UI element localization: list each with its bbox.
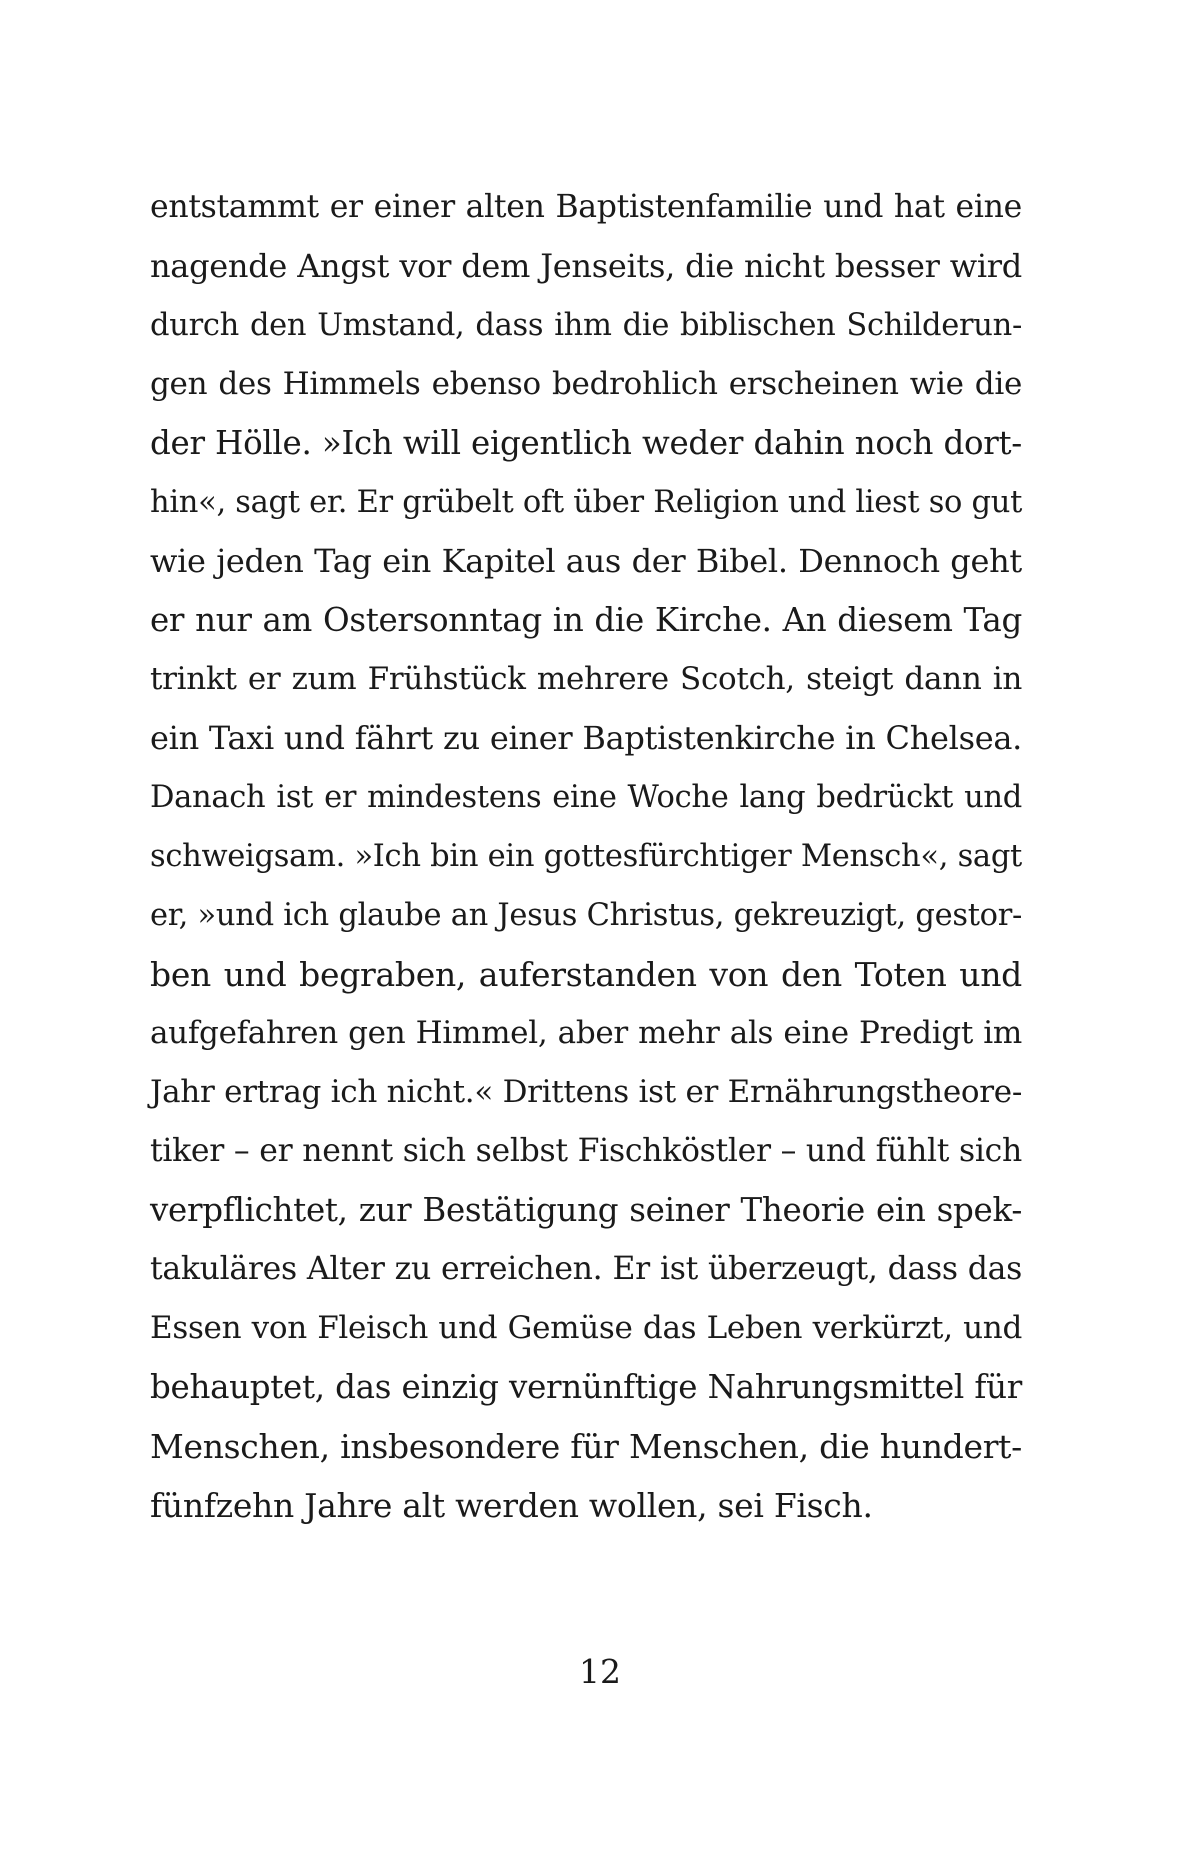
text-line: ein Taxi und fährt zu einer Baptistenkirche in Chelsea. bbox=[150, 719, 1022, 757]
text-line: Jahr ertrag ich nicht.« Drittens ist er Ernährungstheore- bbox=[150, 1074, 1022, 1110]
text-line: schweigsam. »Ich bin ein gottesfürchtiger Mensch«, sagt bbox=[150, 839, 1022, 874]
text-line: durch den Umstand, dass ihm die biblischen Schilderun- bbox=[150, 308, 1022, 343]
text-line: hin«, sagt er. Er grübelt oft über Religion und liest so gut bbox=[150, 485, 1023, 520]
text-line: wie jeden Tag ein Kapitel aus der Bibel. Dennoch geht bbox=[150, 542, 1022, 580]
body-text bbox=[150, 178, 1022, 1535]
text-line: takuläres Alter zu erreichen. Er ist überzeugt, dass das bbox=[150, 1251, 1022, 1287]
text-line: Danach ist er mindestens eine Woche lang bedrückt und bbox=[150, 780, 1022, 815]
text-line: tiker – er nennt sich selbst Fischköstler – und fühlt sich bbox=[150, 1133, 1022, 1169]
text-line-last: fünfzehn Jahre alt werden wollen, sei Fisch. bbox=[150, 1486, 873, 1525]
text-line: der Hölle. »Ich will eigentlich weder dahin noch dort- bbox=[150, 424, 1022, 462]
text-line: behauptet, das einzig vernünftige Nahrungsmittel für bbox=[150, 1368, 1022, 1406]
page-number: 12 bbox=[579, 1652, 621, 1691]
text-line: verpflichtet, zur Bestätigung seiner Theorie ein spek- bbox=[150, 1191, 1022, 1229]
text-line: Menschen, insbesondere für Menschen, die hundert- bbox=[150, 1427, 1022, 1466]
text-line: nagende Angst vor dem Jenseits, die nicht besser wird bbox=[150, 247, 1022, 285]
text-line: trinkt er zum Frühstück mehrere Scotch, steigt dann in bbox=[150, 661, 1022, 697]
text-line: Essen von Fleisch und Gemüse das Leben verkürzt, und bbox=[150, 1310, 1022, 1346]
text-line: er nur am Ostersonntag in die Kirche. An diesem Tag bbox=[150, 601, 1022, 639]
text-line: ben und begraben, auferstanden von den Toten und bbox=[150, 955, 1022, 994]
text-line: aufgefahren gen Himmel, aber mehr als eine Predigt im bbox=[150, 1015, 1022, 1051]
text-line: entstammt er einer alten Baptistenfamilie und hat eine bbox=[150, 189, 1022, 225]
text-line: gen des Himmels ebenso bedrohlich erscheinen wie die bbox=[150, 366, 1022, 402]
text-line: er, »und ich glaube an Jesus Christus, gekreuzigt, gestor- bbox=[150, 898, 1022, 933]
